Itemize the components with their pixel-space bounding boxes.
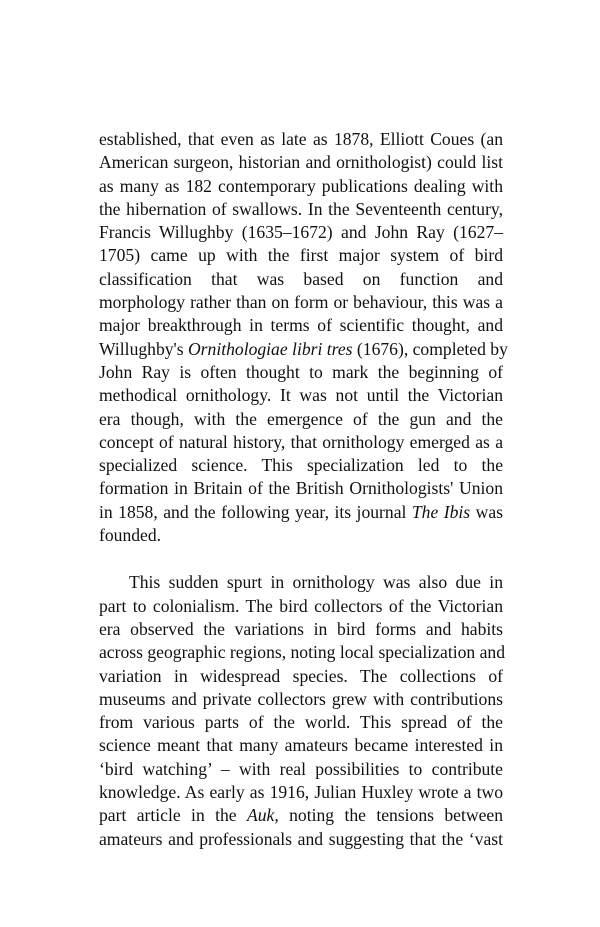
text-run: specialized science. This specialization led to the [99,455,503,476]
text-run: established, that even as late as 1878, Elliott Coues (an [99,129,503,149]
text-run: knowledge. As early as 1916, Julian Huxley wrote a two [99,782,503,803]
text-line [99,244,503,267]
text-run: across geographic regions, noting local specialization and [99,642,505,663]
text-run: era observed the variations in bird forms and habits [99,618,503,639]
italic-title: Ornithologiae libri tres [187,338,353,359]
text-run: ‘bird watching’ – with real possibilities to contribute [99,758,503,779]
text-line [99,595,503,618]
text-line [99,781,503,804]
paragraph-gap [99,547,503,571]
text-run: science meant that many amateurs became interested in [99,735,503,756]
text-run: as many as 182 contemporary publications dealing with [99,175,503,196]
text-run: methodical ornithology. It was not until the Victorian [99,385,503,406]
text-run: classification that was based on function and [99,268,503,289]
text-line [99,268,503,291]
text-line [99,688,503,711]
text-line [99,221,503,244]
text-line [99,804,503,827]
text-run: the hibernation of swallows. In the Seventeenth century, [99,198,503,219]
text-line [99,175,503,198]
italic-title: Auk, [246,805,279,826]
text-run: This sudden spurt in ornithology was also due in [129,572,503,593]
paragraph [99,571,503,851]
text-run: (1676), completed by [352,338,508,359]
text-line [99,501,503,524]
text-run: was [470,501,503,522]
text-run: part article in the [99,805,247,826]
text-run: era though, with the emergence of the gun and the [99,408,503,429]
text-line [99,361,503,384]
text-run: noting the tensions between [278,805,503,826]
text-line [99,477,503,500]
text-line [99,524,503,547]
text-line [99,128,503,151]
book-page [99,128,508,851]
text-line [99,384,503,407]
text-run: morphology rather than on form or behaviour, this was a [99,292,503,313]
text-line [99,828,503,851]
italic-title: The Ibis [411,501,471,522]
text-run: Francis Willughby (1635–1672) and John Ray (1627– [99,222,503,243]
text-line [99,314,503,337]
text-line [99,431,503,454]
text-line [99,734,503,757]
text-run: American surgeon, historian and ornithologist) could list [99,152,503,173]
text-run: John Ray is often thought to mark the beginning of [99,361,503,382]
text-run: in 1858, and the following year, its journal [99,501,412,522]
text-run: 1705) came up with the first major system of bird [99,245,503,266]
text-run: concept of natural history, that ornithology emerged as a [99,431,503,452]
text-run: variation in widespread species. The collections of [99,665,503,686]
text-line [99,198,503,221]
text-line [99,454,503,477]
text-line [99,338,508,361]
text-line [99,641,503,664]
paragraph [99,128,508,547]
text-run: museums and private collectors grew with contributions [99,688,503,709]
text-run: formation in Britain of the British Ornithologists' Union [99,478,503,499]
text-run: Willughby's [99,338,188,359]
text-run: amateurs and professionals and suggesting that the ‘vast [99,828,503,849]
text-line [99,618,503,641]
text-line [99,291,503,314]
text-run: major breakthrough in terms of scientific thought, and [99,315,503,336]
text-run: part to colonialism. The bird collectors of the Victorian [99,595,503,616]
text-line [99,571,503,594]
text-run: founded. [99,525,162,546]
text-run: from various parts of the world. This spread of the [99,712,503,733]
text-line [99,758,503,781]
text-line [99,711,503,734]
body-text [99,128,508,851]
text-line [99,408,503,431]
text-line [99,151,503,174]
text-line [99,665,503,688]
